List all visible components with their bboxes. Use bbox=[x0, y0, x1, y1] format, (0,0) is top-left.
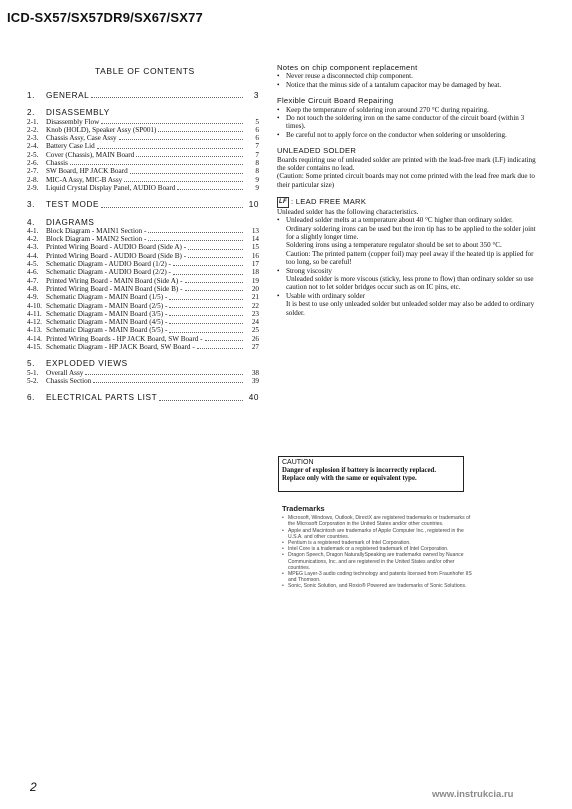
toc-section-heading bbox=[27, 394, 259, 402]
toc-leader bbox=[169, 310, 243, 316]
toc-entry bbox=[27, 285, 259, 293]
toc-entry-label: Overall Assy bbox=[46, 368, 84, 377]
toc-section-label: ELECTRICAL PARTS LIST bbox=[46, 394, 158, 403]
unleaded-caution: (Caution: Some printed circuit boards may not come printed with the lead free mark due to their particular size) bbox=[277, 172, 535, 189]
toc-leader bbox=[70, 159, 243, 165]
toc-entry-number: 2-8. bbox=[27, 175, 39, 184]
toc-leader bbox=[169, 293, 243, 299]
toc-entry-label: Schematic Diagram - MAIN Board (5/5) - bbox=[46, 326, 168, 335]
toc-entry-label: Block Diagram - MAIN1 Section - bbox=[46, 226, 147, 235]
toc-page-number: 17 bbox=[251, 260, 259, 269]
toc-entry-label: Liquid Crystal Display Panel, AUDIO Board bbox=[46, 183, 176, 192]
toc-entry bbox=[27, 118, 259, 126]
page-number: 2 bbox=[30, 780, 37, 794]
toc-page-number: 8 bbox=[255, 167, 259, 176]
toc-page-number: 6 bbox=[255, 125, 259, 134]
toc-page-number: 5 bbox=[255, 117, 259, 126]
list-item: • Microsoft, Windows, Outlook, DirectX are registered trademarks or trademarks of the Microsoft Corporation in the United States and/or other countries. bbox=[282, 515, 471, 528]
toc-entry-number: 2-6. bbox=[27, 159, 39, 168]
list-item: • Strong viscosity bbox=[277, 266, 332, 275]
toc-page-number: 18 bbox=[251, 268, 259, 277]
toc-leader bbox=[169, 302, 243, 308]
list-item: • Never reuse a disconnected chip component. bbox=[277, 72, 413, 81]
toc-leader bbox=[97, 142, 243, 148]
toc-section-label: TEST MODE bbox=[46, 201, 100, 210]
list-item-detail: Ordinary soldering irons can be used but the iron tip has to be applied to the solder joint for a slightly longer time. bbox=[286, 224, 536, 241]
toc-entry-number: 2-1. bbox=[27, 117, 39, 126]
toc-page-number: 3 bbox=[253, 92, 259, 100]
toc-entry-number: 4-5. bbox=[27, 260, 39, 269]
unleaded-body: Boards requiring use of unleaded solder are printed with the lead-free mark (LF) indicating the solder contains no lead. bbox=[277, 155, 536, 173]
toc-entry-number: 2-5. bbox=[27, 150, 39, 159]
toc-leader bbox=[169, 318, 243, 324]
toc-page-number: 8 bbox=[255, 159, 259, 168]
toc-entry-number: 4-10. bbox=[27, 301, 42, 310]
toc-entry-label: Schematic Diagram - MAIN Board (4/5) - bbox=[46, 318, 168, 327]
toc-entry-title bbox=[46, 318, 245, 326]
toc-entry bbox=[27, 326, 259, 334]
toc-entry-title bbox=[46, 252, 245, 260]
list-item: • Do not touch the soldering iron on the same conductor of the circuit board (within 3 times). bbox=[277, 114, 525, 131]
toc-page-number: 26 bbox=[251, 334, 259, 343]
toc-entry bbox=[27, 134, 259, 142]
trademarks-section bbox=[282, 506, 472, 590]
toc-entry bbox=[27, 142, 259, 150]
toc-entry-number: 2-3. bbox=[27, 134, 39, 143]
toc-entry-label: Printed Wiring Board - AUDIO Board (Side B) - bbox=[46, 251, 187, 260]
toc-entry-number: 4-12. bbox=[27, 318, 42, 327]
toc-entry-title bbox=[46, 159, 245, 167]
toc-entry-title bbox=[46, 343, 245, 351]
unleaded-heading: UNLEADED SOLDER bbox=[277, 146, 357, 156]
toc-page-number: 39 bbox=[251, 376, 259, 385]
toc-section-heading bbox=[27, 360, 259, 368]
toc-page-number: 22 bbox=[251, 301, 259, 310]
toc-entry bbox=[27, 260, 259, 268]
toc-entry-title bbox=[46, 335, 245, 343]
toc-entry-title bbox=[46, 243, 245, 251]
toc-entry bbox=[27, 126, 259, 134]
trademarks-heading: Trademarks bbox=[282, 504, 325, 513]
toc-page-number: 19 bbox=[251, 276, 259, 285]
toc-entry bbox=[27, 369, 259, 377]
toc-leader bbox=[185, 285, 243, 291]
toc-leader bbox=[85, 369, 243, 375]
list-item-detail: Unleaded solder is more viscous (sticky, less prone to flow) than ordinary solder so use caution not to let solder bridges occur such as on IC pins, etc. bbox=[286, 274, 534, 292]
toc-entry-title bbox=[46, 260, 245, 268]
toc-entry bbox=[27, 343, 259, 351]
toc-page-number: 40 bbox=[248, 394, 259, 403]
toc-leader bbox=[119, 134, 243, 140]
toc-entry-number: 4-9. bbox=[27, 293, 39, 302]
list-item: • Apple and Macintosh are trademarks of Apple Computer Inc., registered in the U.S.A. and other countries. bbox=[282, 527, 464, 540]
toc-entry-number: 4-3. bbox=[27, 243, 39, 252]
toc-leader bbox=[177, 184, 243, 190]
toc-leader bbox=[158, 126, 243, 132]
toc-page-number: 16 bbox=[251, 251, 259, 260]
toc-entry-label: Schematic Diagram - AUDIO Board (1/2) - bbox=[46, 260, 171, 269]
toc-section-number: 5. bbox=[27, 359, 36, 369]
toc-entry-number: 4-15. bbox=[27, 343, 42, 352]
flex-board-heading: Flexible Circuit Board Repairing bbox=[277, 96, 394, 106]
toc-page-number: 6 bbox=[255, 134, 259, 143]
toc-entry bbox=[27, 377, 259, 385]
toc-leader bbox=[124, 176, 243, 182]
toc-section-title bbox=[46, 394, 259, 402]
list-item: • MPEG Layer-3 audio coding technology and patents licensed from Fraunhofer IIS and Thomson. bbox=[282, 571, 472, 584]
toc-section-label: GENERAL bbox=[46, 92, 90, 100]
toc-leader bbox=[205, 335, 244, 341]
toc-entry-title bbox=[46, 302, 245, 310]
watermark: www.instrukcia.ru bbox=[432, 789, 514, 800]
toc-leader bbox=[130, 167, 243, 173]
toc-page-number: 10 bbox=[248, 201, 259, 210]
toc-leader bbox=[159, 394, 243, 400]
list-item-caution: Caution: The printed pattern (copper foil) may peel away if the heated tip is applied for too long, so be careful! bbox=[286, 249, 534, 267]
toc-entry-title bbox=[46, 184, 245, 192]
toc-entry bbox=[27, 227, 259, 235]
list-item: • Usable with ordinary solder bbox=[277, 291, 365, 300]
toc-entry-label: Battery Case Lid bbox=[46, 142, 95, 151]
toc-page-number: 20 bbox=[251, 284, 259, 293]
toc-entry-number: 5-2. bbox=[27, 376, 39, 385]
chip-notes-list bbox=[277, 72, 541, 89]
toc-entry-number: 4-8. bbox=[27, 284, 39, 293]
toc-entry-label: Printed Wiring Board - AUDIO Board (Side A) - bbox=[46, 243, 187, 252]
toc-entry-number: 4-11. bbox=[27, 309, 42, 318]
toc-section-number: 6. bbox=[27, 393, 36, 403]
toc-entry-number: 4-14. bbox=[27, 334, 42, 343]
toc-page-number: 7 bbox=[255, 142, 259, 151]
list-item: • Notice that the minus side of a tantalum capacitor may be damaged by heat. bbox=[277, 80, 502, 89]
toc-title: TABLE OF CONTENTS bbox=[95, 66, 195, 76]
lead-free-mark-icon: LF bbox=[277, 197, 289, 207]
toc-entry-title bbox=[46, 326, 245, 334]
caution-box bbox=[278, 456, 464, 492]
toc-entry bbox=[27, 151, 259, 159]
toc-entry-label: Printed Wiring Board - MAIN Board (Side B) - bbox=[46, 284, 183, 293]
list-item: • Pentium is a registered trademark of Intel Corporation. bbox=[282, 540, 411, 547]
toc-page-number: 9 bbox=[255, 175, 259, 184]
toc-entry-label: Printed Wiring Board - MAIN Board (Side A) - bbox=[46, 276, 183, 285]
toc-entry-title bbox=[46, 118, 245, 126]
toc-entry-title bbox=[46, 377, 245, 385]
caution-line: Danger of explosion if battery is incorrectly replaced. bbox=[282, 467, 437, 474]
toc-entry-title bbox=[46, 134, 245, 142]
toc-entry bbox=[27, 277, 259, 285]
model-header: ICD-SX57/SX57DR9/SX67/SX77 bbox=[7, 10, 203, 25]
list-item-detail: It is best to use only unleaded solder but unleaded solder may also be added to ordinary solder. bbox=[286, 300, 535, 317]
toc-page-number: 27 bbox=[251, 343, 259, 352]
toc-leader bbox=[148, 227, 243, 233]
toc-section-number: 4. bbox=[27, 217, 36, 227]
toc-entry bbox=[27, 252, 259, 260]
toc-entry bbox=[27, 302, 259, 310]
toc-entry-title bbox=[46, 277, 245, 285]
toc-entry bbox=[27, 268, 259, 276]
lead-free-heading: LF : LEAD FREE MARK bbox=[279, 197, 367, 207]
toc-section-heading bbox=[27, 219, 259, 227]
toc-leader bbox=[91, 92, 243, 98]
toc-page-number: 23 bbox=[251, 309, 259, 318]
list-item-detail: Soldering irons using a temperature regulator should be set to about 350 °C. bbox=[286, 241, 502, 250]
toc-entry-number: 2-9. bbox=[27, 183, 39, 192]
toc-entry-number: 4-13. bbox=[27, 326, 42, 335]
toc-leader bbox=[169, 326, 243, 332]
toc-leader bbox=[188, 252, 243, 258]
toc-entry-title bbox=[46, 235, 245, 243]
toc-entry-title bbox=[46, 151, 245, 159]
toc-entry-title bbox=[46, 142, 245, 150]
toc-entry-number: 4-6. bbox=[27, 268, 39, 277]
toc-section-title bbox=[46, 109, 259, 117]
toc-entry-title bbox=[46, 167, 245, 175]
toc-page-number: 15 bbox=[251, 243, 259, 252]
toc-leader bbox=[148, 235, 243, 241]
table-of-contents bbox=[27, 92, 259, 403]
toc-section-heading bbox=[27, 92, 259, 100]
list-item: • Dragon Speech, Dragon NaturallySpeaking are trademarks owned by Nuance Communications, Inc. and are registered in the United States and/or other countries. bbox=[282, 552, 464, 571]
list-item: • Keep the temperature of soldering iron around 270 °C during repairing. bbox=[277, 105, 489, 114]
list-item: • Unleaded solder melts at a temperature about 40 °C higher than ordinary solder. bbox=[277, 216, 513, 225]
toc-leader bbox=[197, 343, 243, 349]
toc-leader bbox=[101, 201, 243, 207]
toc-entry bbox=[27, 293, 259, 301]
toc-section-title bbox=[46, 201, 259, 209]
toc-entry-label: Schematic Diagram - MAIN Board (3/5) - bbox=[46, 309, 168, 318]
toc-page-number: 13 bbox=[251, 226, 259, 235]
toc-page-number: 14 bbox=[251, 235, 259, 244]
toc-page-number: 21 bbox=[251, 293, 259, 302]
toc-section-label: DISASSEMBLY bbox=[46, 109, 110, 118]
toc-entry bbox=[27, 167, 259, 175]
toc-entry-label: MIC-A Assy, MIC-B Assy bbox=[46, 175, 123, 184]
list-item: • Sonic, Sonic Solution, and Roxio® Powered are trademarks of Sonic Solutions. bbox=[282, 583, 467, 590]
toc-entry-label: Chassis Section bbox=[46, 376, 92, 385]
toc-section-heading bbox=[27, 201, 259, 209]
toc-section-title bbox=[46, 360, 259, 368]
toc-entry-title bbox=[46, 293, 245, 301]
chip-notes-heading: Notes on chip component replacement bbox=[277, 63, 418, 72]
toc-entry-label: Block Diagram - MAIN2 Section - bbox=[46, 235, 147, 244]
toc-leader bbox=[101, 118, 243, 124]
toc-entry-number: 5-1. bbox=[27, 368, 39, 377]
toc-entry-number: 4-2. bbox=[27, 235, 39, 244]
toc-entry-label: Chassis Assy, Case Assy bbox=[46, 134, 117, 143]
toc-leader bbox=[185, 277, 243, 283]
toc-entry-title bbox=[46, 227, 245, 235]
toc-entry bbox=[27, 335, 259, 343]
notes-column bbox=[277, 64, 541, 317]
toc-entry-title bbox=[46, 369, 245, 377]
toc-section-label: DIAGRAMS bbox=[46, 218, 95, 227]
toc-leader bbox=[136, 151, 243, 157]
toc-entry-label: Schematic Diagram - AUDIO Board (2/2) - bbox=[46, 268, 171, 277]
toc-page-number: 9 bbox=[255, 183, 259, 192]
toc-entry-title bbox=[46, 176, 245, 184]
toc-entry-title bbox=[46, 268, 245, 276]
toc-entry-label: Disassembly Flow bbox=[46, 117, 100, 126]
caution-line: Replace only with the same or equivalent type. bbox=[282, 475, 417, 482]
toc-section-number: 1. bbox=[27, 91, 36, 100]
toc-entry bbox=[27, 243, 259, 251]
toc-entry bbox=[27, 310, 259, 318]
toc-section-number: 2. bbox=[27, 108, 36, 118]
toc-section-number: 3. bbox=[27, 200, 36, 210]
toc-section-title bbox=[46, 219, 259, 227]
flex-board-list bbox=[277, 106, 541, 140]
toc-entry-title bbox=[46, 285, 245, 293]
toc-entry-label: Schematic Diagram - MAIN Board (1/5) - bbox=[46, 293, 168, 302]
toc-entry-number: 4-7. bbox=[27, 276, 39, 285]
toc-entry-title bbox=[46, 126, 245, 134]
toc-page-number: 24 bbox=[251, 318, 259, 327]
toc-entry-number: 2-2. bbox=[27, 125, 39, 134]
toc-entry-label: Chassis bbox=[46, 159, 68, 168]
toc-entry bbox=[27, 235, 259, 243]
toc-entry-label: Knob (HOLD), Speaker Assy (SP001) bbox=[46, 125, 157, 134]
toc-leader bbox=[173, 260, 243, 266]
toc-entry-label: Schematic Diagram - MAIN Board (2/5) - bbox=[46, 301, 168, 310]
toc-entry-label: Schematic Diagram - HP JACK Board, SW Board - bbox=[46, 343, 195, 352]
toc-entry bbox=[27, 318, 259, 326]
toc-entry-number: 4-4. bbox=[27, 251, 39, 260]
toc-section-title bbox=[46, 92, 259, 100]
toc-entry-number: 2-7. bbox=[27, 167, 39, 176]
list-item: • Be careful not to apply force on the conductor when soldering or unsoldering. bbox=[277, 130, 507, 139]
toc-entry-number: 2-4. bbox=[27, 142, 39, 151]
toc-entry-number: 4-1. bbox=[27, 226, 39, 235]
list-item: • Intel Core is a trademark or a registered trademark of Intel Corporation. bbox=[282, 546, 449, 553]
toc-entry-label: SW Board, HP JACK Board bbox=[46, 167, 128, 176]
caution-heading: CAUTION bbox=[282, 459, 314, 466]
lead-free-intro: Unleaded solder has the following characteristics. bbox=[277, 207, 419, 216]
toc-section-heading bbox=[27, 109, 259, 117]
toc-entry bbox=[27, 184, 259, 192]
toc-page-number: 7 bbox=[255, 150, 259, 159]
toc-leader bbox=[188, 243, 243, 249]
toc-leader bbox=[173, 268, 243, 274]
toc-entry-label: Printed Wiring Boards - HP JACK Board, SW Board - bbox=[46, 334, 203, 343]
toc-page-number: 25 bbox=[251, 326, 259, 335]
toc-entry bbox=[27, 159, 259, 167]
toc-section-label: EXPLODED VIEWS bbox=[46, 360, 128, 369]
toc-entry bbox=[27, 176, 259, 184]
toc-entry-title bbox=[46, 310, 245, 318]
toc-page-number: 38 bbox=[251, 368, 259, 377]
toc-entry-label: Cover (Chassis), MAIN Board bbox=[46, 150, 135, 159]
toc-leader bbox=[93, 377, 243, 383]
